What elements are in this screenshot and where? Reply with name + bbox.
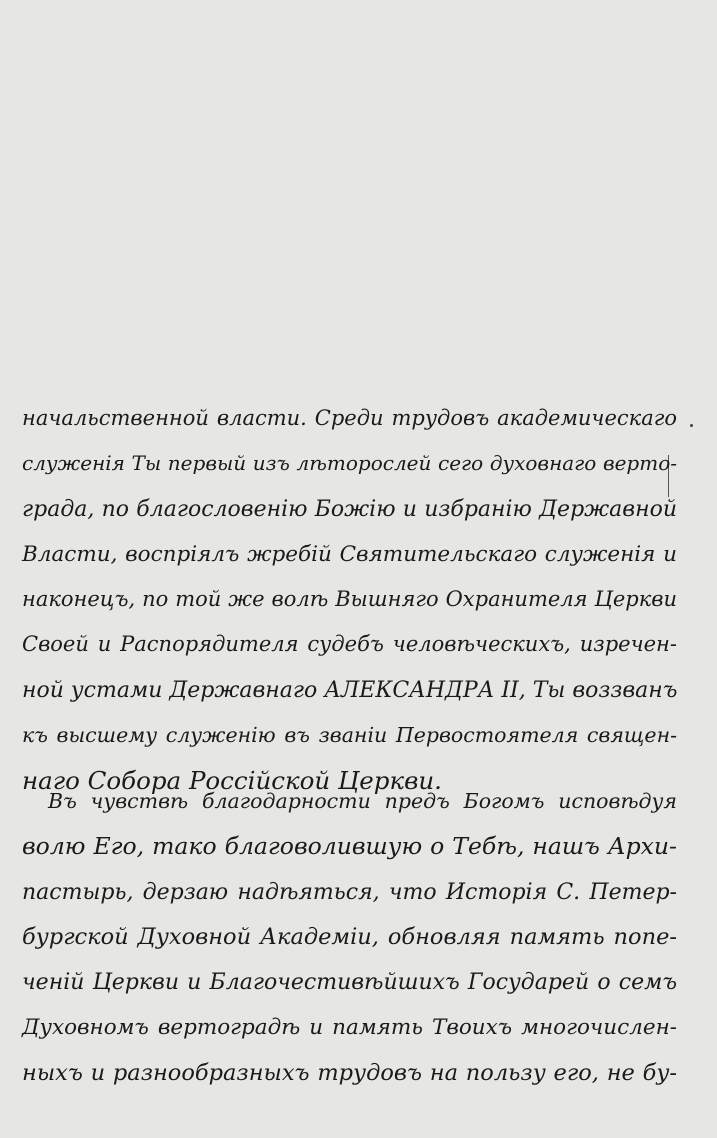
- paragraph-1: [22, 396, 677, 804]
- text-line: Власти, воспріялъ жребій Святительскаго служенія и: [22, 541, 677, 567]
- text-line: начальственной власти. Среди трудовъ академическаго: [22, 406, 677, 430]
- text-line: ной устами Державнаго АЛЕКСАНДРА II, Ты воззванъ: [22, 677, 678, 703]
- text-line-first: Въ чувствѣ благодарности предъ Богомъ исповѣдуя: [48, 789, 677, 813]
- text-line: Духовномъ вертоградѣ и память Твоихъ многочислен-: [22, 1015, 677, 1041]
- text-line: волю Его, тако благоволившую о Тебѣ, нашъ Архи-: [22, 832, 677, 861]
- text-line: ныхъ и разнообразныхъ трудовъ на пользу его, не бу-: [22, 1059, 677, 1086]
- text-line: града, по благословенію Божію и избранію Державной: [22, 496, 677, 522]
- text-line: Своей и Распорядителя судебъ человѣческихъ, изречен-: [22, 632, 677, 657]
- paragraph-2: [22, 779, 677, 1096]
- text-line: ченій Церкви и Благочестивѣйшихъ Государей о семъ: [22, 970, 677, 996]
- text-line: наконецъ, по той же волѣ Вышняго Охранителя Церкви: [22, 587, 677, 612]
- text-line: служенія Ты первый изъ лѣторослей сего духовнаго верто-: [22, 451, 677, 476]
- text-line: пастырь, дерзаю надѣяться, что Исторія С. Петер-: [22, 879, 677, 905]
- text-line-last: наго Собора Россійской Церкви.: [22, 766, 442, 796]
- text-line: къ высшему служенію въ званіи Первостоятеля священ-: [22, 723, 677, 748]
- text-line: бургской Духовной Академіи, обновляя память попе-: [22, 923, 677, 950]
- margin-mark: [690, 424, 693, 427]
